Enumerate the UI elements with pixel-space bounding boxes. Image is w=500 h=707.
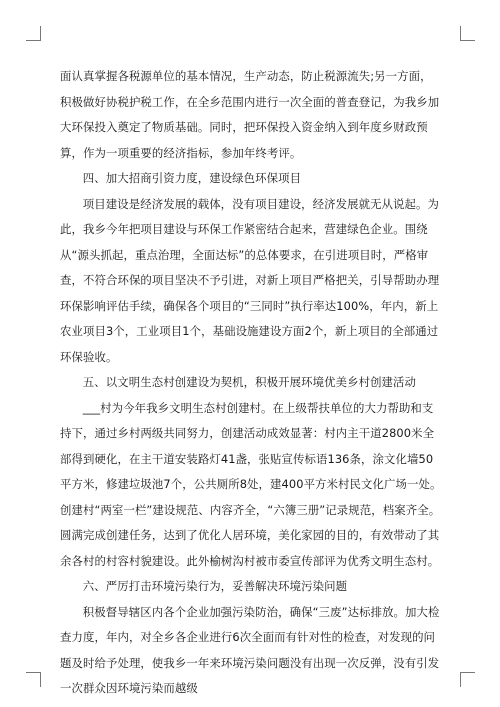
crop-mark-bottom-right: [460, 672, 475, 687]
section-heading-6: 六、严厉打击环境污染行为，妥善解决环境污染问题: [82, 579, 348, 593]
paragraph-civilized-village: ___村为今年我乡文明生态村创建村。在上级帮扶单位的大力帮助和支持下，通过乡村两级共同努力，创建活动成效显著：村内主干道2800米全部得到硬化，在主干道安装路灯41盏，张贴宣传标语136条，涂文化墙50平方米，修建垃圾池7个，公共厕所8处，建400平方米村民文化广场一处。创建村“两室一栏”建设规范、内容齐全，“六簿三册”记录规范，档案齐全。圆满完成创建任务，达到了优化人居环境，美化家园的目的，有效带动了其余各村的村容村貌建设。此外榆树沟村被市委宣传部评为优秀文明生态村。: [60, 400, 442, 568]
crop-mark-top-right: [460, 26, 475, 41]
document-body: [60, 64, 442, 702]
crop-mark-bottom-left: [26, 672, 41, 687]
paragraph-pollution-control: 积极督导辖区内各个企业加强污染防治，确保“三废”达标排放。加大检查力度，年内，对全乡各企业进行6次全面而有针对性的检查，对发现的问题及时给予处理，使我乡一年来环境污染问题没有出现一次反弹，没有引发一次群众因环境污染而越级: [60, 604, 440, 695]
paragraph-project-construction: 项目建设是经济发展的载体，没有项目建设，经济发展就无从说起。为此，我乡今年把项目建设与环保工作紧密结合起来，营建绿色企业。围绕从“源头抓起，重点治理，全面达标”的总体要求，在引进项目时，严格审查，不符合环保的项目坚决不予引进，对新上项目严格把关，引导帮助办理环保影响评估手续，确保各个项目的“三同时”执行率达100%，年内，新上农业项目3个，工业项目1个，基础设施建设方面2个，新上项目的全部通过环保验收。: [60, 196, 440, 364]
crop-mark-top-left: [26, 26, 41, 41]
section-heading-5: 五、以文明生态村创建设为契机，积极开展环境优美乡村创建活动: [82, 375, 417, 389]
paragraph-tax-revenue: 面认真掌握各税源单位的基本情况，生产动态，防止税源流失;另一方面，积极做好协税护税工作，在全乡范围内进行一次全面的普查登记，为我乡加大环保投入奠定了物质基础。同时，把环保投入资金纳入到年度乡财政预算，作为一项重要的经济指标，参加年终考评。: [60, 69, 440, 160]
section-heading-4: 四、加大招商引资力度，建设绿色环保项目: [82, 171, 302, 185]
